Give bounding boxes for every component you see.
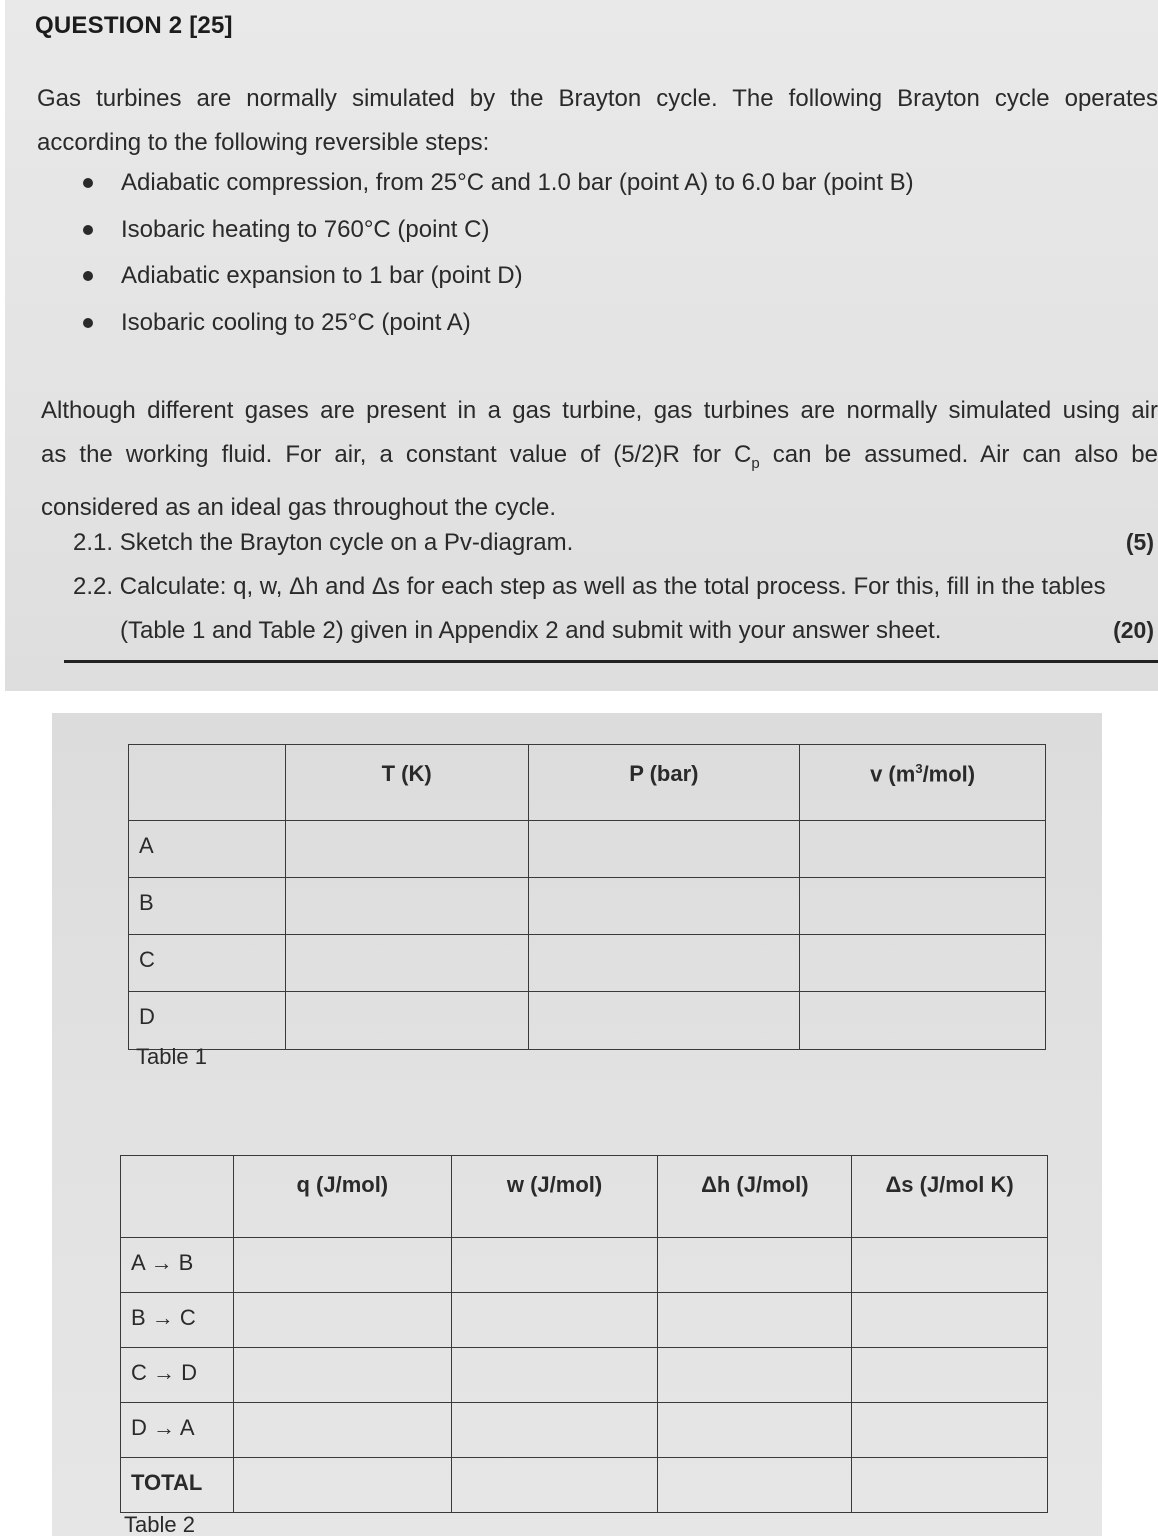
table-header-enthalpy: Δh (J/mol) bbox=[658, 1156, 852, 1238]
table-cell[interactable] bbox=[451, 1238, 658, 1293]
table-cell[interactable] bbox=[451, 1293, 658, 1348]
table-cell[interactable] bbox=[800, 878, 1046, 935]
table-cell[interactable] bbox=[451, 1458, 658, 1513]
table-row bbox=[129, 935, 1046, 992]
row-label: D bbox=[129, 992, 286, 1050]
intro-line-2: according to the following reversible steps: bbox=[37, 129, 490, 156]
row-label-total: TOTAL bbox=[121, 1458, 234, 1513]
table-1-caption: Table 1 bbox=[136, 1044, 207, 1069]
table-cell[interactable] bbox=[658, 1238, 852, 1293]
table-header-temperature: T (K) bbox=[285, 745, 528, 821]
table-header-entropy: Δs (J/mol K) bbox=[852, 1156, 1048, 1238]
marks-2-1: (5) bbox=[1125, 529, 1154, 555]
volume-header-post: /mol) bbox=[922, 761, 976, 787]
table-cell[interactable] bbox=[528, 935, 800, 992]
table-cell[interactable] bbox=[285, 935, 528, 992]
step-text: Adiabatic compression, from 25°C and 1.0 bar (point A) to 6.0 bar (point B) bbox=[121, 169, 914, 196]
list-item bbox=[75, 259, 914, 306]
table-header-row bbox=[129, 745, 1046, 821]
table-row bbox=[121, 1348, 1048, 1403]
marks-2-2: (20) bbox=[1113, 617, 1154, 643]
question-heading: QUESTION 2 [25] bbox=[35, 12, 233, 39]
para2-line-2-pre: as the working fluid. For air, a constant value of (5/2)R for C bbox=[41, 441, 752, 468]
table-cell[interactable] bbox=[451, 1348, 658, 1403]
table-cell[interactable] bbox=[852, 1348, 1048, 1403]
row-label: A → B bbox=[121, 1238, 234, 1293]
table-cell[interactable] bbox=[852, 1403, 1048, 1458]
step-text: Adiabatic expansion to 1 bar (point D) bbox=[121, 262, 523, 289]
volume-header-pre: v (m bbox=[870, 761, 916, 787]
table-header-row bbox=[121, 1156, 1048, 1238]
table-2-caption: Table 2 bbox=[124, 1512, 195, 1537]
para2-line-3: considered as an ideal gas throughout the cycle. bbox=[41, 493, 557, 521]
table-row bbox=[121, 1458, 1048, 1513]
para2-line-2-post: can be assumed. Air can also be bbox=[759, 441, 1158, 468]
intro-line-1: Gas turbines are normally simulated by the Brayton cycle. The following Brayton cycle operates bbox=[37, 85, 1158, 112]
table-header-heat: q (J/mol) bbox=[233, 1156, 451, 1238]
table-cell[interactable] bbox=[285, 878, 528, 935]
table-row bbox=[121, 1403, 1048, 1458]
table-cell[interactable] bbox=[658, 1458, 852, 1513]
table-cell[interactable] bbox=[528, 878, 800, 935]
table-header-cell bbox=[129, 745, 286, 821]
table-cell[interactable] bbox=[233, 1403, 451, 1458]
table-cell[interactable] bbox=[528, 821, 800, 878]
table-cell[interactable] bbox=[852, 1238, 1048, 1293]
bullet-icon bbox=[83, 178, 93, 188]
para2-line-1: Although different gases are present in a gas turbine, gas turbines are normally simulated using air bbox=[41, 397, 1158, 424]
row-label: C bbox=[129, 935, 286, 992]
table-header-cell bbox=[121, 1156, 234, 1238]
table-cell[interactable] bbox=[658, 1403, 852, 1458]
table-header-work: w (J/mol) bbox=[451, 1156, 658, 1238]
table-row bbox=[129, 878, 1046, 935]
table-cell[interactable] bbox=[233, 1458, 451, 1513]
table-cell[interactable] bbox=[451, 1403, 658, 1458]
row-label: D → A bbox=[121, 1403, 234, 1458]
table-cell[interactable] bbox=[658, 1293, 852, 1348]
table-row bbox=[121, 1293, 1048, 1348]
row-label: A bbox=[129, 821, 286, 878]
state-table bbox=[128, 744, 1046, 1050]
volume-header-sup: 3 bbox=[915, 761, 923, 776]
table-cell[interactable] bbox=[233, 1293, 451, 1348]
row-label: C → D bbox=[121, 1348, 234, 1403]
step-text: Isobaric heating to 760°C (point C) bbox=[121, 215, 490, 243]
list-item bbox=[75, 306, 914, 353]
section-divider bbox=[64, 660, 1158, 663]
step-text: Isobaric cooling to 25°C (point A) bbox=[121, 308, 471, 336]
bullet-icon bbox=[83, 271, 93, 281]
cp-subscript: p bbox=[751, 454, 760, 472]
table-cell[interactable] bbox=[233, 1348, 451, 1403]
intro-paragraph bbox=[37, 77, 1158, 165]
row-label: B bbox=[129, 878, 286, 935]
table-header-pressure: P (bar) bbox=[528, 745, 800, 821]
para2-line-2 bbox=[41, 433, 1158, 486]
sub-question-2-2-cont: (Table 1 and Table 2) given in Appendix 2 and submit with your answer sheet. bbox=[120, 617, 942, 644]
table-row bbox=[129, 821, 1046, 878]
cycle-steps-list bbox=[75, 166, 914, 352]
table-cell[interactable] bbox=[658, 1348, 852, 1403]
sub-question-2-1: 2.1. Sketch the Brayton cycle on a Pv-diagram. bbox=[73, 529, 574, 556]
list-item bbox=[75, 166, 914, 213]
process-table bbox=[120, 1155, 1048, 1513]
bullet-icon bbox=[83, 318, 93, 328]
table-row bbox=[129, 992, 1046, 1050]
table-cell[interactable] bbox=[852, 1293, 1048, 1348]
bullet-icon bbox=[83, 225, 93, 235]
table-header-volume bbox=[800, 745, 1046, 821]
sub-question-2-2: 2.2. Calculate: q, w, Δh and Δs for each step as well as the total process. For this, fill in the tables bbox=[73, 573, 1106, 600]
list-item bbox=[75, 213, 914, 260]
table-row bbox=[121, 1238, 1048, 1293]
table-cell[interactable] bbox=[285, 992, 528, 1050]
table-cell[interactable] bbox=[528, 992, 800, 1050]
question-page bbox=[5, 0, 1158, 691]
table-cell[interactable] bbox=[800, 992, 1046, 1050]
row-label: B → C bbox=[121, 1293, 234, 1348]
table-cell[interactable] bbox=[233, 1238, 451, 1293]
table-cell[interactable] bbox=[800, 821, 1046, 878]
table-cell[interactable] bbox=[285, 821, 528, 878]
table-cell[interactable] bbox=[852, 1458, 1048, 1513]
table-cell[interactable] bbox=[800, 935, 1046, 992]
working-fluid-paragraph bbox=[41, 389, 1158, 530]
